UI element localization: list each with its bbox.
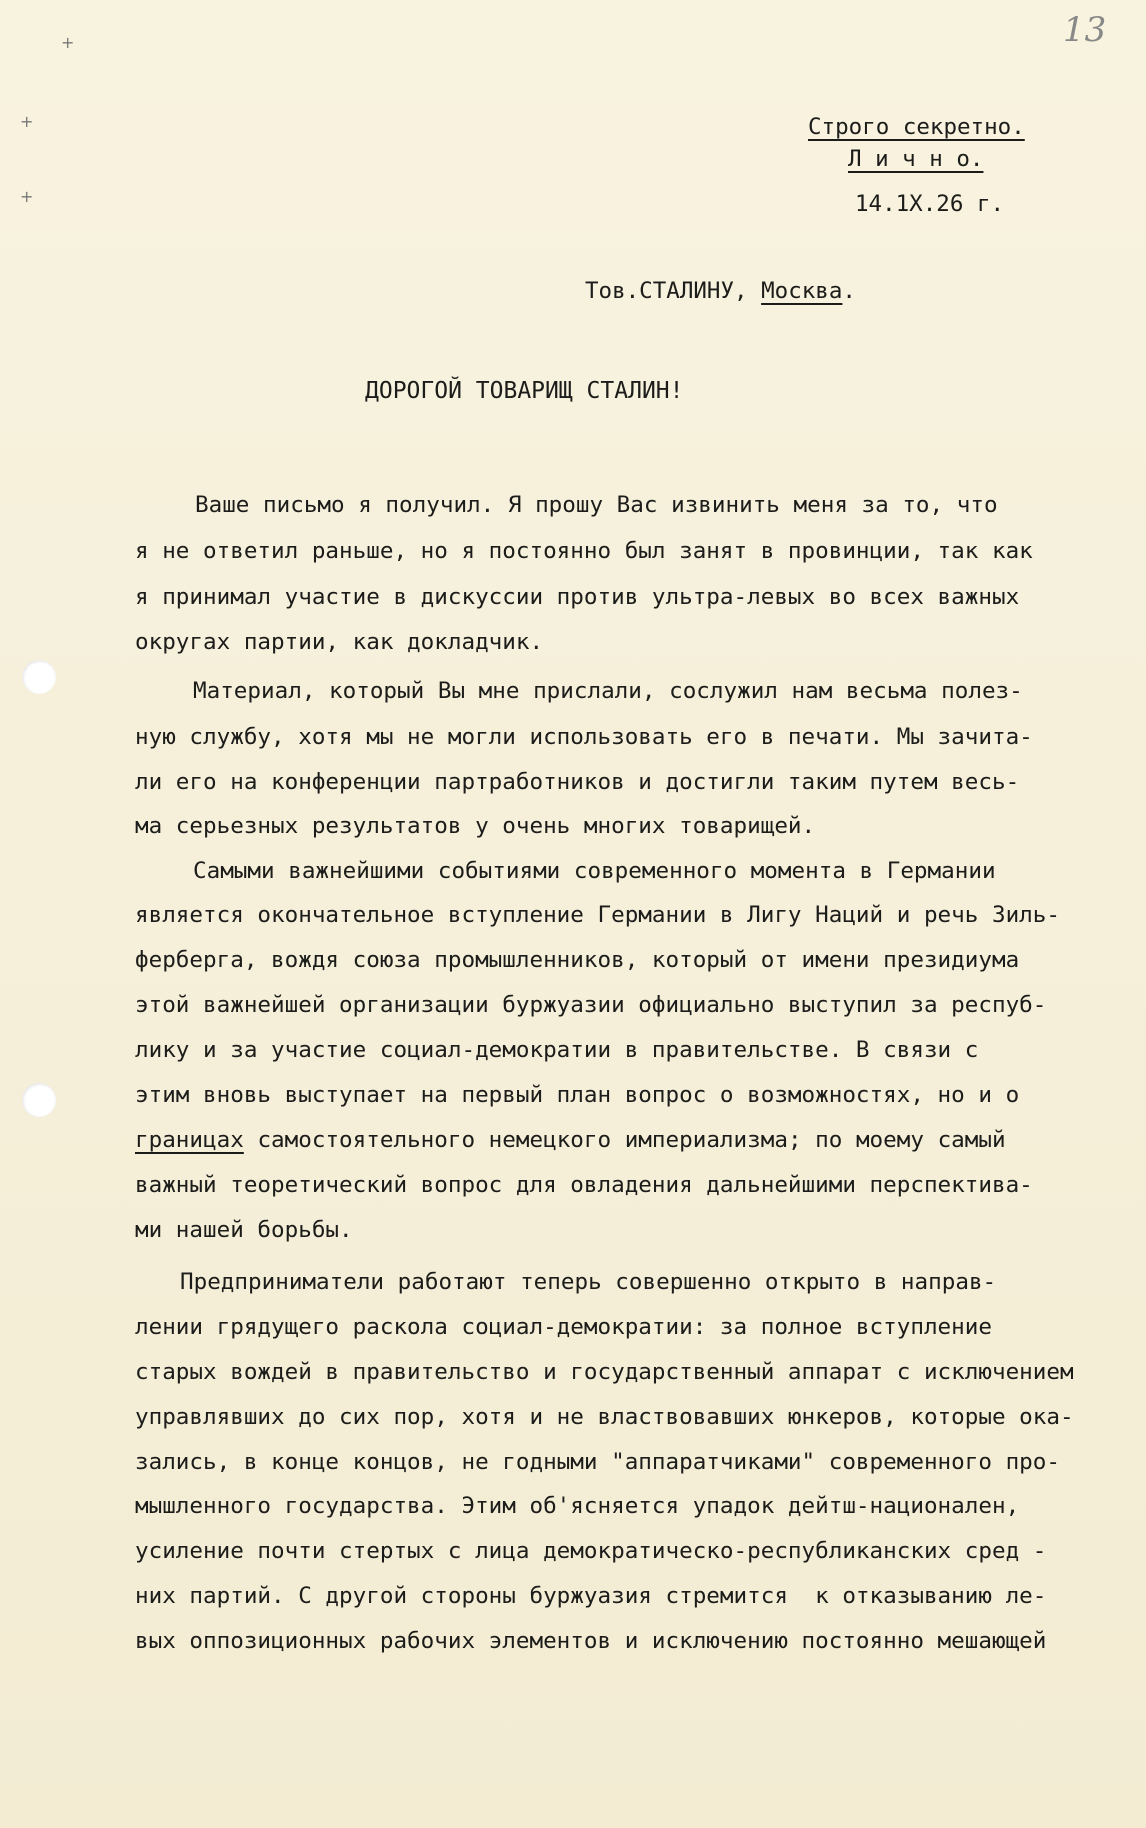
body-line: лику и за участие социал-демократии в правительстве. В связи с xyxy=(135,1037,979,1063)
page-number: 13 xyxy=(1063,10,1107,50)
body-line: ферберга, вождя союза промышленников, который от имени президиума xyxy=(135,947,1020,973)
body-line: ма серьезных результатов у очень многих товарищей. xyxy=(135,813,816,839)
body-line: Материал, который Вы мне прислали, сослужил нам весьма полез- xyxy=(193,678,1023,704)
body-line-with-underline xyxy=(135,1125,1006,1155)
body-line-rest: самостоятельного немецкого империализма; по моему самый xyxy=(257,1127,1006,1153)
body-line: усиление почти стертых с лица демократическо-республиканских сред - xyxy=(135,1538,1047,1564)
body-line: ную службу, хотя мы не могли использовать его в печати. Мы зачита- xyxy=(135,724,1033,750)
body-line: этой важнейшей организации буржуазии официально выступил за респуб- xyxy=(135,992,1047,1018)
margin-mark: + xyxy=(20,112,34,131)
salutation: ДОРОГОЙ ТОВАРИЩ СТАЛИН! xyxy=(365,378,684,404)
addressee-city: Москва xyxy=(761,278,843,304)
body-line: я не ответил раньше, но я постоянно был занят в провинции, так как xyxy=(135,538,1033,564)
body-line: я принимал участие в дискуссии против ультра-левых во всех важных xyxy=(135,584,1020,610)
body-line: лении грядущего раскола социал-демократии: за полное вступление xyxy=(135,1314,992,1340)
punch-hole xyxy=(22,660,56,694)
letter-date: 14.1Х.26 г. xyxy=(855,191,1005,217)
personal-mark: Л и ч н о. xyxy=(848,146,984,172)
body-line: важный теоретический вопрос для овладения дальнейшими перспектива- xyxy=(135,1172,1033,1198)
body-line: Предприниматели работают теперь совершенно открыто в направ- xyxy=(180,1269,997,1295)
body-line: управлявших до сих пор, хотя и не властвовавших юнкеров, которые ока- xyxy=(135,1404,1074,1430)
body-line: старых вождей в правительство и государственный аппарат с исключением xyxy=(135,1359,1074,1385)
body-line: мышленного государства. Этим об'ясняется упадок дейтш-националeн, xyxy=(135,1493,1020,1519)
addressee xyxy=(585,276,856,306)
margin-mark: + xyxy=(61,33,75,52)
punch-hole xyxy=(22,1083,56,1117)
margin-mark: + xyxy=(20,187,34,206)
addressee-name: Тов.СТАЛИНУ, xyxy=(585,278,762,304)
underlined-word: границах xyxy=(135,1127,244,1153)
body-line: этим вновь выступает на первый план вопрос о возможностях, но и о xyxy=(135,1082,1020,1108)
addressee-suffix: . xyxy=(842,278,856,304)
body-line: Ваше письмо я получил. Я прошу Вас извинить меня за то, что xyxy=(195,492,998,518)
body-line: является окончательное вступление Германии в Лигу Наций и речь Зиль- xyxy=(135,902,1060,928)
body-line: ли его на конференции партработников и достигли таким путем весь- xyxy=(135,769,1020,795)
body-line: них партий. С другой стороны буржуазия стремится к отказыванию ле- xyxy=(135,1583,1047,1609)
classification-stamp: Строго секретно. xyxy=(808,114,1025,140)
body-line: Самыми важнейшими событиями современного момента в Германии xyxy=(193,858,996,884)
body-line: вых оппозиционных рабочих элементов и исключению постоянно мешающей xyxy=(135,1628,1047,1654)
body-line: округах партии, как докладчик. xyxy=(135,629,544,655)
body-line: ми нашей борьбы. xyxy=(135,1217,353,1243)
body-line: зались, в конце концов, не годными "аппаратчиками" современного про- xyxy=(135,1449,1060,1475)
